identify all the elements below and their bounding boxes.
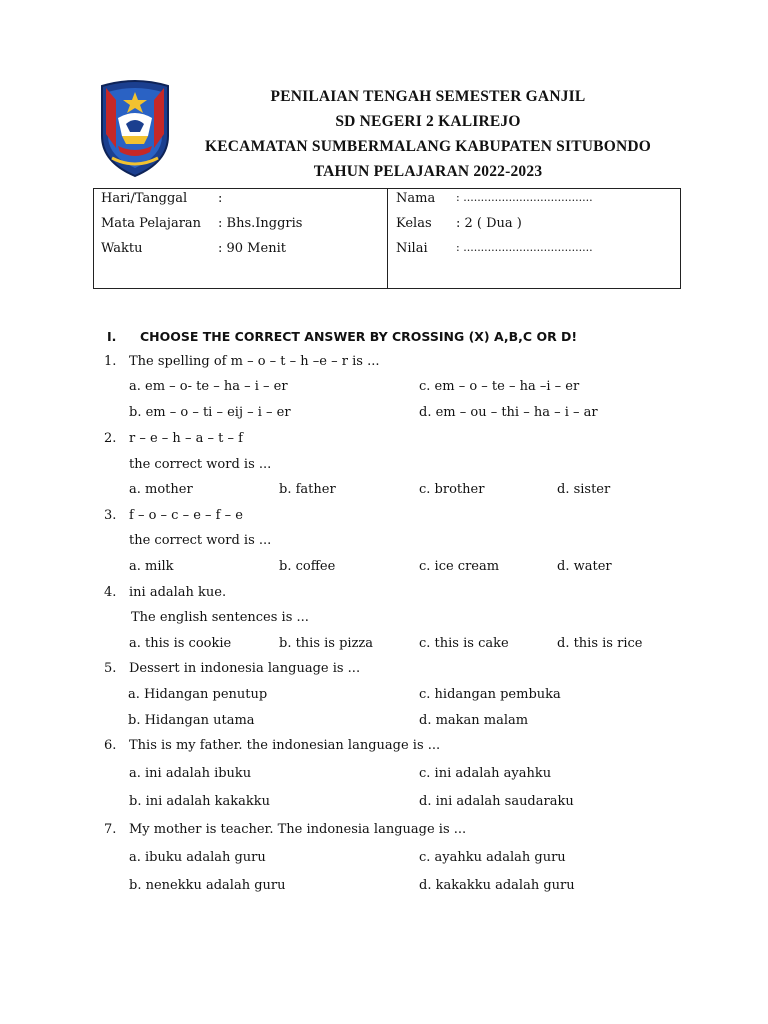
question-3-subtext: the correct word is ... (129, 533, 272, 548)
question-1-option-d[interactable]: d. em – ou – thi – ha – i – ar (419, 405, 598, 420)
info-value-waktu: : 90 Menit (218, 241, 286, 256)
info-value-nilai: : ..................................... (456, 241, 593, 254)
question-5-option-d[interactable]: d. makan malam (419, 713, 529, 728)
question-3-option-d[interactable]: d. water (557, 559, 612, 574)
question-4-subtext: The english sentences is ... (131, 610, 309, 625)
info-label-nama: Nama (396, 191, 436, 206)
question-4-option-d[interactable]: d. this is rice (557, 636, 643, 651)
question-2-subtext: the correct word is ... (129, 457, 272, 472)
info-value-hari: : (218, 191, 223, 206)
question-4-text: ini adalah kue. (129, 585, 227, 600)
question-7-option-b[interactable]: b. nenekku adalah guru (129, 878, 286, 893)
section-title: CHOOSE THE CORRECT ANSWER BY CROSSING (X) A,B,C OR D! (140, 329, 578, 344)
question-1-text: The spelling of m – o – t – h –e – r is ... (129, 354, 380, 369)
info-label-kelas: Kelas (396, 216, 432, 231)
question-1-option-a[interactable]: a. em – o- te – ha – i – er (129, 379, 288, 394)
question-3-text: f – o – c – e – f – e (129, 508, 243, 523)
question-6-option-d[interactable]: d. ini adalah saudaraku (419, 794, 574, 809)
question-3-option-b[interactable]: b. coffee (279, 559, 336, 574)
question-7-text: My mother is teacher. The indonesia language is ... (129, 822, 467, 837)
question-5-option-b[interactable]: b. Hidangan utama (128, 713, 255, 728)
question-3-option-c[interactable]: c. ice cream (419, 559, 500, 574)
question-6-option-b[interactable]: b. ini adalah kakakku (129, 794, 271, 809)
header-line-2: SD NEGERI 2 KALIREJO (335, 113, 521, 130)
question-2-number: 2. (104, 431, 117, 446)
question-3-option-a[interactable]: a. milk (129, 559, 174, 574)
question-6-number: 6. (104, 738, 117, 753)
question-4-option-b[interactable]: b. this is pizza (279, 636, 374, 651)
question-4-option-a[interactable]: a. this is cookie (129, 636, 232, 651)
question-1-number: 1. (104, 354, 117, 369)
info-value-nama: : ..................................... (456, 191, 593, 204)
question-5-option-c[interactable]: c. hidangan pembuka (419, 687, 561, 702)
question-6-option-a[interactable]: a. ini adalah ibuku (129, 766, 252, 781)
header-line-3: KECAMATAN SUMBERMALANG KABUPATEN SITUBONDO (204, 138, 651, 155)
section-number: I. (107, 329, 117, 344)
question-5-option-a[interactable]: a. Hidangan penutup (128, 687, 268, 702)
info-label-mapel: Mata Pelajaran (101, 216, 202, 231)
question-1-option-b[interactable]: b. em – o – ti – eij – i – er (129, 405, 291, 420)
question-5-number: 5. (104, 661, 117, 676)
info-box-divider (387, 189, 388, 288)
question-3-number: 3. (104, 508, 117, 523)
info-label-hari: Hari/Tanggal (101, 191, 188, 206)
question-6-text: This is my father. the indonesian language is ... (129, 738, 441, 753)
question-2-option-b[interactable]: b. father (279, 482, 336, 497)
question-7-number: 7. (104, 822, 117, 837)
question-2-text: r – e – h – a – t – f (129, 431, 243, 446)
question-7-option-a[interactable]: a. ibuku adalah guru (129, 850, 266, 865)
header-line-4: TAHUN PELAJARAN 2022-2023 (313, 163, 543, 180)
info-value-kelas: : 2 ( Dua ) (456, 216, 522, 231)
info-value-mapel: : Bhs.Inggris (218, 216, 303, 231)
info-label-waktu: Waktu (101, 241, 143, 256)
question-5-text: Dessert in indonesia language is ... (129, 661, 361, 676)
header-line-1: PENILAIAN TENGAH SEMESTER GANJIL (270, 88, 586, 105)
question-7-option-d[interactable]: d. kakakku adalah guru (419, 878, 575, 893)
question-4-option-c[interactable]: c. this is cake (419, 636, 509, 651)
question-2-option-a[interactable]: a. mother (129, 482, 193, 497)
question-2-option-d[interactable]: d. sister (557, 482, 611, 497)
question-4-number: 4. (104, 585, 117, 600)
question-7-option-c[interactable]: c. ayahku adalah guru (419, 850, 566, 865)
question-2-option-c[interactable]: c. brother (419, 482, 485, 497)
info-label-nilai: Nilai (396, 241, 428, 256)
question-1-option-c[interactable]: c. em – o – te – ha –i – er (419, 379, 580, 394)
question-6-option-c[interactable]: c. ini adalah ayahku (419, 766, 552, 781)
